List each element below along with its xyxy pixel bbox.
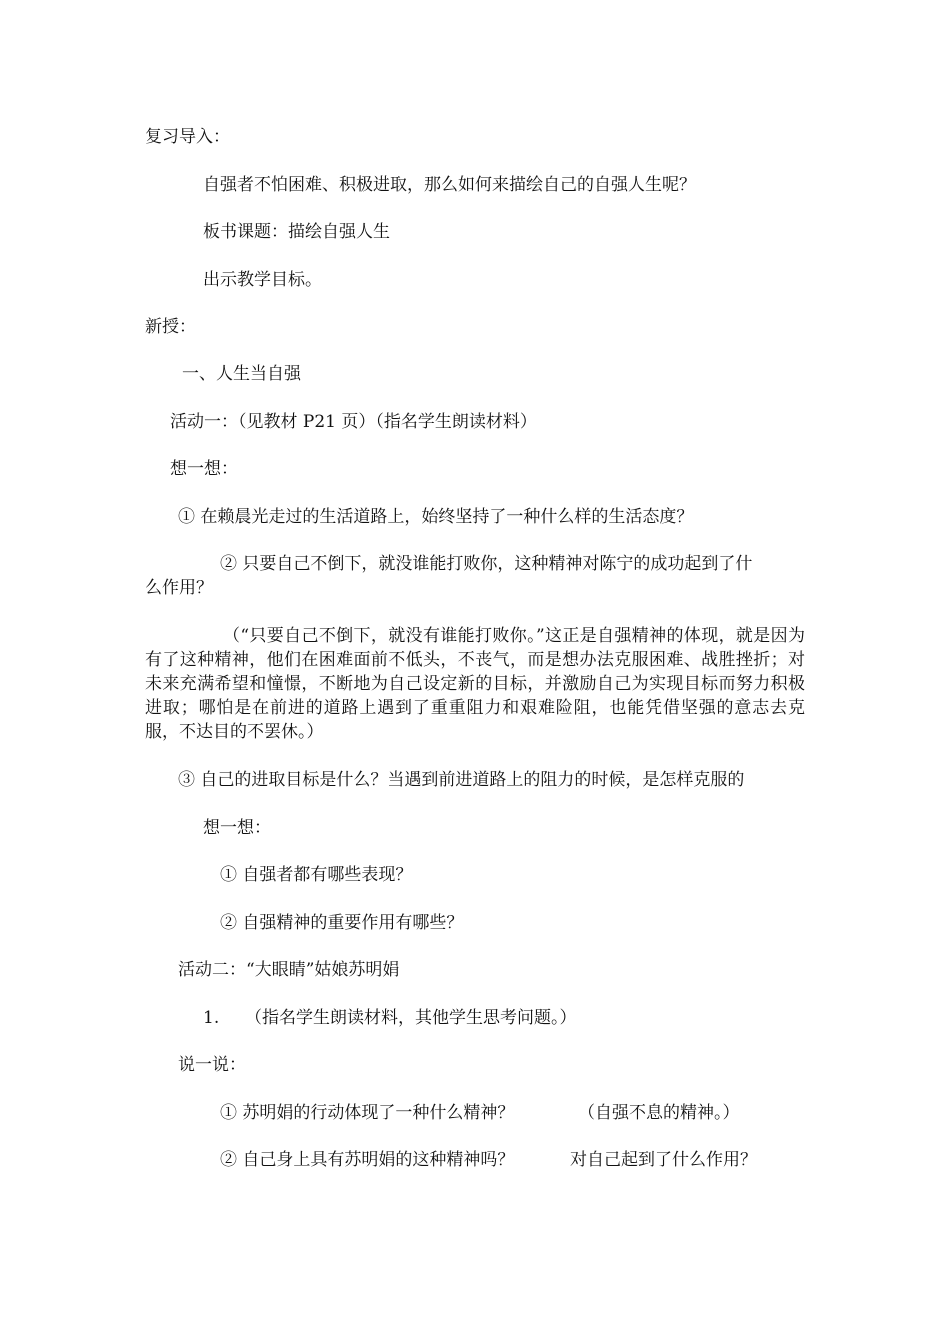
activity2: 活动二：“大眼睛”姑娘苏明娟 [178, 960, 400, 980]
say-question-2b: 对自己起到了什么作用？ [570, 1150, 757, 1170]
activity2-item1-number: 1. [203, 1008, 220, 1028]
think1-question-2-line2: 么作用？ [145, 578, 213, 598]
think2-question-1: ① 自强者都有哪些表现？ [220, 865, 413, 885]
say-question-2: ② 自己身上具有苏明娟的这种精神吗？ [220, 1150, 515, 1170]
say-question-1: ① 苏明娟的行动体现了一种什么精神？ [220, 1103, 515, 1123]
answer-paragraph: （“只要自己不倒下，就没有谁能打败你。”这正是自强精神的体现，就是因为有了这种精神，他们在困难面前不低头，不丧气，而是想办法克服困难、战胜挫折；对未来充满希望和憧憬，不断地为自己设定新的目标，并激励自己为实现目标而努力积极进取；哪怕是在前进的道路上遇到了重重阻力和艰难险阻，也能凭借坚强的意志去克服，不达目的不罢休。） [145, 626, 805, 742]
review-heading: 复习导入： [145, 127, 230, 147]
new-lesson-heading: 新授： [145, 317, 196, 337]
think2-question-2: ② 自强精神的重要作用有哪些？ [220, 913, 464, 933]
review-question: 自强者不怕困难、积极进取，那么如何来描绘自己的自强人生呢？ [203, 175, 696, 195]
think2-heading: 想一想： [203, 818, 271, 838]
say-heading: 说一说： [178, 1055, 246, 1075]
section1-heading: 一、人生当自强 [182, 364, 301, 384]
think1-question-1: ① 在赖晨光走过的生活道路上，始终坚持了一种什么样的生活态度？ [178, 507, 694, 527]
board-title: 板书课题：描绘自强人生 [203, 222, 390, 242]
activity1: 活动一：（见教材 P21 页）（指名学生朗读材料） [170, 412, 537, 432]
think1-question-3: ③ 自己的进取目标是什么？当遇到前进道路上的阻力的时候，是怎样克服的 [178, 770, 745, 790]
activity2-item1-text: （指名学生朗读材料，其他学生思考问题。） [245, 1008, 577, 1028]
say-answer-1: （自强不息的精神。） [578, 1103, 740, 1123]
show-goals: 出示教学目标。 [203, 270, 322, 290]
think1-question-2-line1: ② 只要自己不倒下，就没谁能打败你，这种精神对陈宁的成功起到了什 [220, 554, 753, 574]
think1-heading: 想一想： [170, 459, 238, 479]
